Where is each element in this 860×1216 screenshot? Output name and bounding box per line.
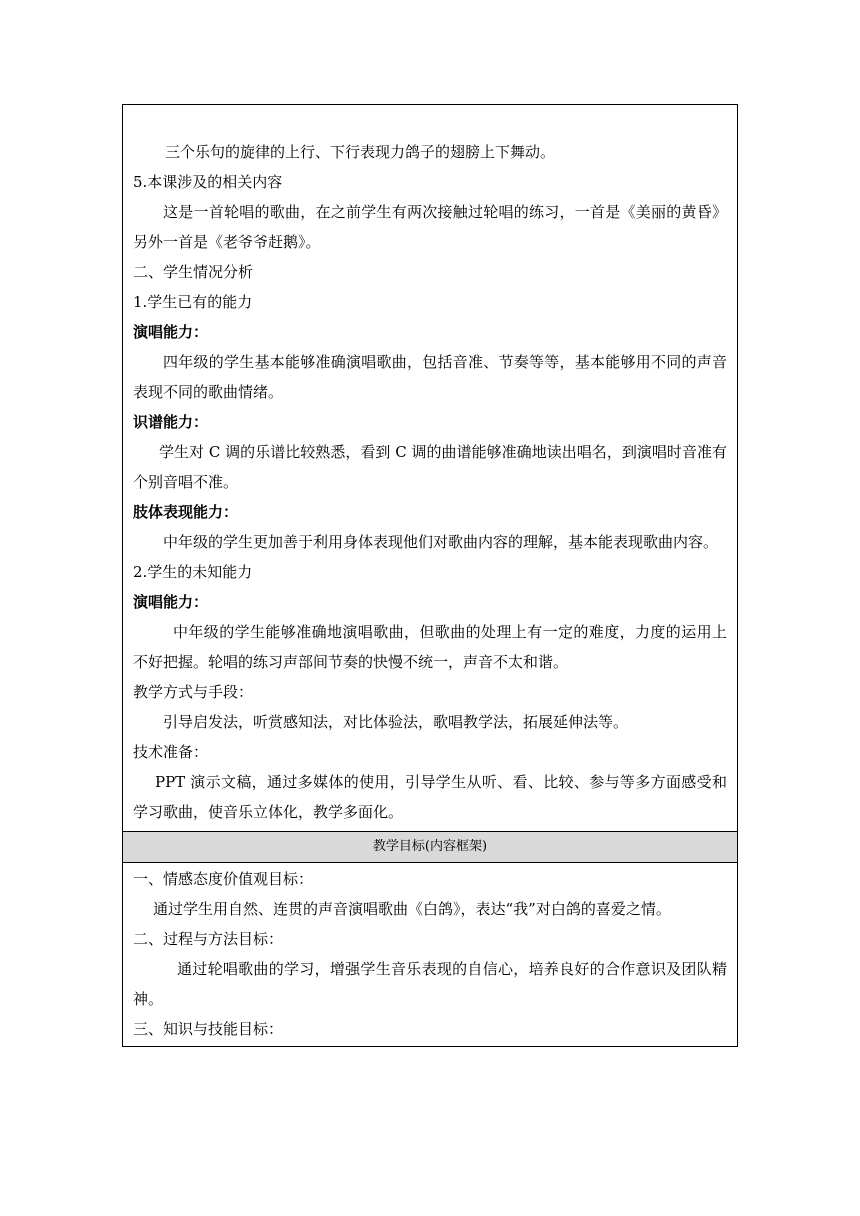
teaching-goals-header: 教学目标(内容框架) [123, 831, 737, 863]
body-expression-paragraph: 中年级的学生更加善于利用身体表现他们对歌曲内容的理解，基本能表现歌曲内容。 [163, 533, 719, 551]
related-content-heading: 5.本课涉及的相关内容 [133, 173, 283, 191]
process-goal-heading: 二、过程与方法目标： [133, 930, 284, 948]
singing-ability-paragraph: 四年级的学生基本能够准确演唱歌曲，包括音准、节奏等等，基本能够用不同的声音表现不同的歌曲情绪。 [133, 353, 727, 401]
teaching-methods-paragraph: 引导启发法，听赏感知法，对比体验法，歌唱教学法，拓展延伸法等。 [163, 713, 629, 731]
analysis-section [123, 105, 737, 831]
unknown-ability-heading: 2.学生的未知能力 [133, 563, 253, 581]
body-expression-label: 肢体表现能力： [133, 503, 239, 521]
knowledge-goal-heading: 三、知识与技能目标： [133, 1020, 284, 1038]
student-analysis-heading: 二、学生情况分析 [133, 263, 254, 281]
singing-ability-paragraph-2: 中年级的学生能够准确地演唱歌曲，但歌曲的处理上有一定的难度，力度的运用上不好把握。轮唱的练习声部间节奏的快慢不统一，声音不太和谐。 [133, 623, 727, 671]
lesson-plan-table [122, 104, 738, 1047]
singing-ability-label: 演唱能力： [133, 323, 209, 341]
emotion-goal-heading: 一、情感态度价值观目标： [133, 870, 314, 888]
related-content-paragraph: 这是一首轮唱的歌曲，在之前学生有两次接触过轮唱的练习，一首是《美丽的黄昏》另外一首是《老爷爷赶鹅》。 [133, 203, 727, 251]
score-reading-paragraph: 学生对 C 调的乐谱比较熟悉，看到 C 调的曲谱能够准确地读出唱名，到演唱时音准有个别音唱不准。 [133, 443, 727, 491]
teaching-methods-heading: 教学方式与手段： [133, 683, 254, 701]
tech-prep-paragraph: PPT 演示文稿，通过多媒体的使用，引导学生从听、看、比较、参与等多方面感受和学习歌曲，使音乐立体化，教学多面化。 [133, 773, 727, 821]
process-goal-paragraph: 通过轮唱歌曲的学习，增强学生音乐表现的自信心，培养良好的合作意识及团队精神。 [133, 960, 727, 1008]
tech-prep-heading: 技术准备： [133, 743, 209, 761]
emotion-goal-paragraph: 通过学生用自然、连贯的声音演唱歌曲《白鸽》，表达“我”对白鸽的喜爱之情。 [153, 900, 671, 918]
singing-ability-label-2: 演唱能力： [133, 593, 209, 611]
goals-section [123, 863, 737, 1046]
score-reading-label: 识谱能力： [133, 413, 209, 431]
melody-line: 三个乐句的旋律的上行、下行表现力鸽子的翅膀上下舞动。 [165, 143, 556, 161]
existing-ability-heading: 1.学生已有的能力 [133, 293, 253, 311]
